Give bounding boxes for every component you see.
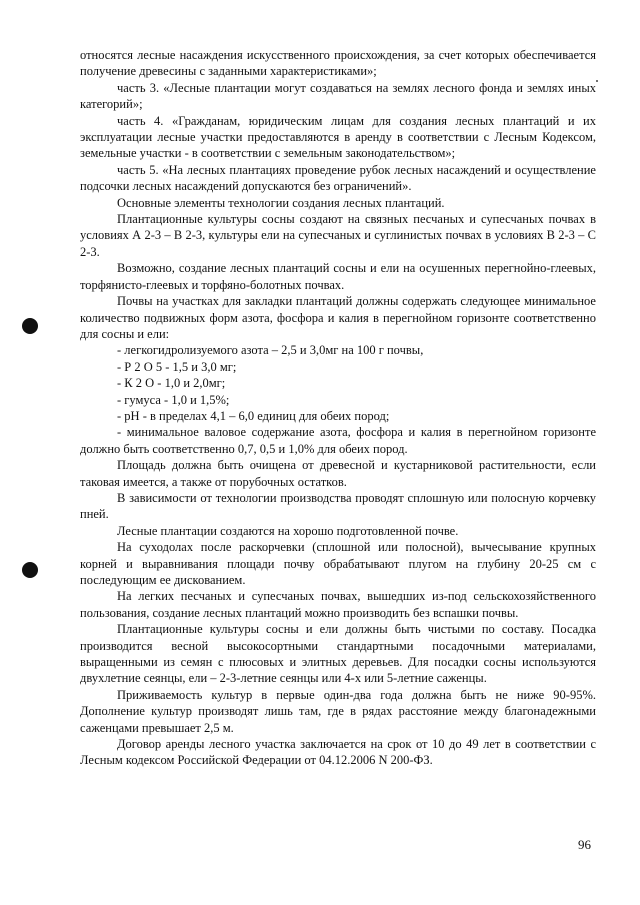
- paragraph: Плантационные культуры сосны создают на связных песчаных и супесчаных почвах в условиях А 2-3 – В 2-3, культуры ели на супесчаных и суглинистых почвах в условиях В 2-3 – С 2-3.: [80, 212, 596, 259]
- punch-hole-upper: [22, 318, 38, 334]
- paragraph: Договор аренды лесного участка заключается на срок от 10 до 49 лет в соответствии с Лесным кодексом Российской Федерации от 04.12.2006 N 200-ФЗ.: [80, 737, 596, 768]
- list-item: - легкогидролизуемого азота – 2,5 и 3,0мг на 100 г почвы,: [117, 343, 424, 358]
- paragraph: часть 5. «На лесных плантациях проведение рубок лесных насаждений и осуществление подсочки лесных насаждений допускаются без ограничений».: [80, 162, 596, 194]
- body-text: [80, 47, 596, 769]
- paragraph: часть 4. «Гражданам, юридическим лицам для создания лесных плантаций и их эксплуатации лесные участки предоставляются в аренду в соответствии с Лесным Кодексом, земельные участки - в соответствии с земельным законодательством»;: [80, 113, 596, 161]
- paragraph: Приживаемость культур в первые один-два года должна быть не ниже 90-95%. Дополнение культур производят лишь там, где в рядах расстояние между благонадежными саженцами превышает 2,5 м.: [80, 687, 596, 735]
- paragraph: На легких песчаных и супесчаных почвах, вышедших из-под сельскохозяйственного пользования, создание лесных плантаций можно производить без вспашки почвы.: [80, 589, 596, 620]
- paragraph: Почвы на участках для закладки плантаций должны содержать следующее минимальное количество подвижных форм азота, фосфора и калия в перегнойном горизонте соответственно для сосны и ели:: [80, 294, 596, 341]
- page-number: 96: [578, 837, 591, 852]
- paragraph: Лесные плантации создаются на хорошо подготовленной почве.: [117, 523, 459, 538]
- list-item: - К 2 О - 1,0 и 2,0мг;: [117, 376, 226, 391]
- paragraph: На суходолах после раскорчевки (сплошной или полосной), вычесывание крупных корней и выравнивания площади почву обрабатывают плугом на глубину 20-25 см с последующим ее дискованием.: [80, 540, 596, 587]
- list-item: - минимальное валовое содержание азота, фосфора и калия в перегнойном горизонте должно быть соответственно 0,7, 0,5 и 1,0% для обеих пород.: [80, 425, 596, 456]
- paragraph: В зависимости от технологии производства проводят сплошную или полосную корчевку пней.: [80, 490, 596, 522]
- paragraph: Площадь должна быть очищена от древесной и кустарниковой растительности, если таковая имеется, а также от порубочных остатков.: [80, 458, 596, 489]
- paragraph: относятся лесные насаждения искусственного происхождения, за счет которых обеспечивается получение древесины с заданными характеристиками»;: [80, 48, 596, 79]
- scan-speck: [596, 80, 598, 82]
- section-heading: Основные элементы технологии создания лесных плантаций.: [117, 195, 445, 210]
- punch-hole-lower: [22, 562, 38, 578]
- list-item: - гумуса - 1,0 и 1,5%;: [117, 392, 230, 407]
- paragraph: Плантационные культуры сосны и ели должны быть чистыми по составу. Посадка производится весной высокосортными стандартными посадочными материалами, выращенными из семян с плюсовых и элитных деревьев. Для посадки сосны используются двухлетние сеянцы, ели – 2-3-летние сеянцы или 4-х или 5-летние саженцы.: [80, 622, 596, 686]
- paragraph: часть 3. «Лесные плантации могут создаваться на землях лесного фонда и землях иных категорий»;: [80, 80, 596, 112]
- list-item: - рН - в пределах 4,1 – 6,0 единиц для обеих пород;: [117, 408, 390, 423]
- list-item: - Р 2 О 5 - 1,5 и 3,0 мг;: [117, 359, 237, 374]
- paragraph: Возможно, создание лесных плантаций сосны и ели на осушенных перегнойно-глеевых, торфянисто-глеевых и торфяно-болотных почвах.: [80, 261, 596, 292]
